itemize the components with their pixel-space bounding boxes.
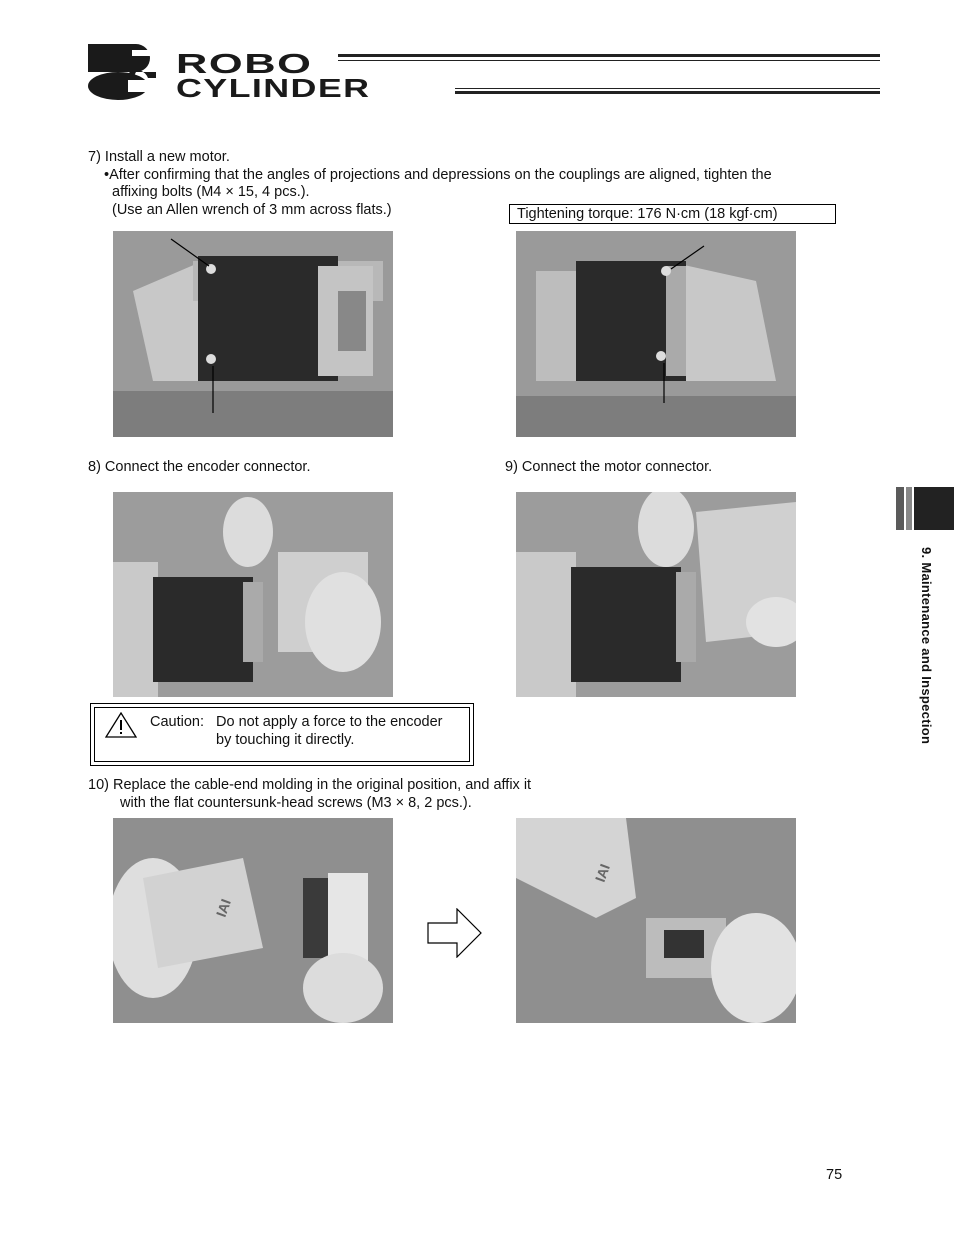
caution-line2: by touching it directly. (216, 732, 355, 748)
step7-bullet: •After confirming that the angles of projections and depressions on the couplings are aligned, tighten the (104, 167, 772, 183)
header-logo (88, 42, 168, 107)
page-number: 75 (826, 1167, 843, 1183)
header-rule-top-thin (338, 60, 880, 61)
logo-word-robo: ROBO (176, 48, 313, 79)
photo-motor-connector (516, 492, 796, 697)
step7-bullet-cont: affixing bolts (M4 × 15, 4 pcs.). (112, 184, 310, 200)
header-rule-bottom-thick (455, 91, 880, 94)
header-rule-bottom (455, 88, 880, 89)
torque-box: Tightening torque: 176 N·cm (18 kgf·cm) (509, 204, 836, 224)
arrow-right-icon (427, 908, 483, 963)
section-title-vertical: 9. Maintenance and Inspection (919, 547, 934, 745)
header-rule-top (338, 54, 880, 57)
step7-title: 7) Install a new motor. (88, 149, 230, 165)
photo-cable-molding-after (516, 818, 796, 1023)
step7-bullet-text: After confirming that the angles of projections and depressions on the couplings are aligned, tighten the (109, 167, 772, 183)
step9-title: 9) Connect the motor connector. (505, 459, 713, 475)
photo-cable-molding-before (113, 818, 393, 1023)
brand-label-left: IAI (212, 896, 234, 920)
photo-encoder-connector (113, 492, 393, 697)
caution-label: Caution: (150, 714, 205, 730)
photo-motor-install-left (113, 231, 393, 437)
rc-logo-icon (88, 42, 168, 102)
photo-motor-install-right (516, 231, 796, 437)
logo-word-cylinder: CYLINDER (176, 73, 371, 103)
brand-label-right: IAI (591, 861, 613, 885)
step8-title: 8) Connect the encoder connector. (88, 459, 311, 475)
step7-note: (Use an Allen wrench of 3 mm across flats.) (112, 202, 392, 218)
caution-line1: Do not apply a force to the encoder (216, 714, 443, 730)
step10-line2: with the flat countersunk-head screws (M3 × 8, 2 pcs.). (120, 795, 472, 811)
warning-triangle-icon (105, 712, 137, 743)
step10-line1: 10) Replace the cable-end molding in the original position, and affix it (88, 777, 532, 793)
section-tab (896, 487, 954, 530)
